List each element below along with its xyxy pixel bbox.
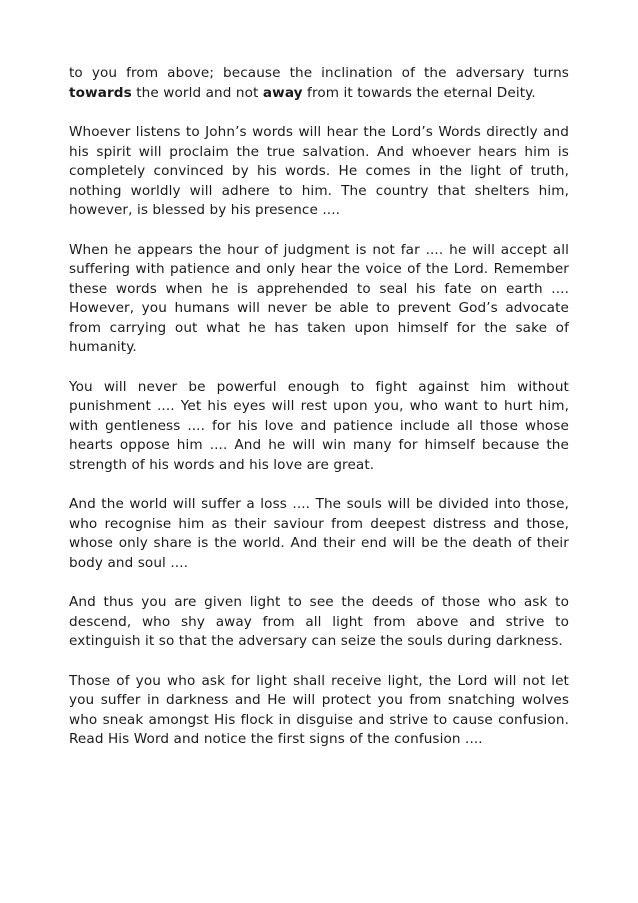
document-body <box>69 64 569 770</box>
emphasis-away: away <box>262 84 303 101</box>
text-segment: to you from above; because the inclination of the adversary turns <box>69 65 569 81</box>
paragraph-7 <box>69 672 569 750</box>
paragraph-3 <box>69 241 569 358</box>
paragraph-1 <box>69 64 569 103</box>
text-segment: Those of you who ask for light shall receive light, the Lord will not let you suffer in darkness and He will protect you from snatching wolves who sneak amongst His flock in disguise and strive to cause confusion. Read His Word and notice the first signs of the confusion .... <box>69 672 569 747</box>
paragraph-6 <box>69 593 569 652</box>
text-segment: And the world will suffer a loss .... The souls will be divided into those, who recognise him as their saviour from deepest distress and those, whose only share is the world. And their end will be the death of their body and soul .... <box>69 496 569 571</box>
paragraph-5 <box>69 495 569 573</box>
paragraph-2 <box>69 123 569 221</box>
text-segment: You will never be powerful enough to fight against him without punishment .... Yet his eyes will rest upon you, who want to hurt him, with gentleness .... for his love and patience include all those whose hearts oppose him .... And he will win many for himself because the strength of his words and his love are great. <box>69 378 569 473</box>
emphasis-towards: towards <box>69 84 132 101</box>
text-segment: When he appears the hour of judgment is not far .... he will accept all suffering with patience and only hear the voice of the Lord. Remember these words when he is apprehended to seal his fate on earth .... However, you humans will never be able to prevent God’s advocate from carrying out what he has taken upon himself for the sake of humanity. <box>69 241 569 355</box>
paragraph-4 <box>69 378 569 476</box>
text-segment: Whoever listens to John’s words will hear the Lord’s Words directly and his spirit will proclaim the true salvation. And whoever hears him is completely convinced by his words. He comes in the light of truth, nothing worldly will adhere to him. The country that shelters him, however, is blessed by his presence .... <box>69 124 569 218</box>
text-segment: And thus you are given light to see the deeds of those who ask to descend, who shy away from all light from above and strive to extinguish it so that the adversary can seize the souls during darkness. <box>69 594 569 649</box>
text-segment: the world and not <box>131 84 263 101</box>
text-segment: from it towards the eternal Deity. <box>302 84 536 101</box>
